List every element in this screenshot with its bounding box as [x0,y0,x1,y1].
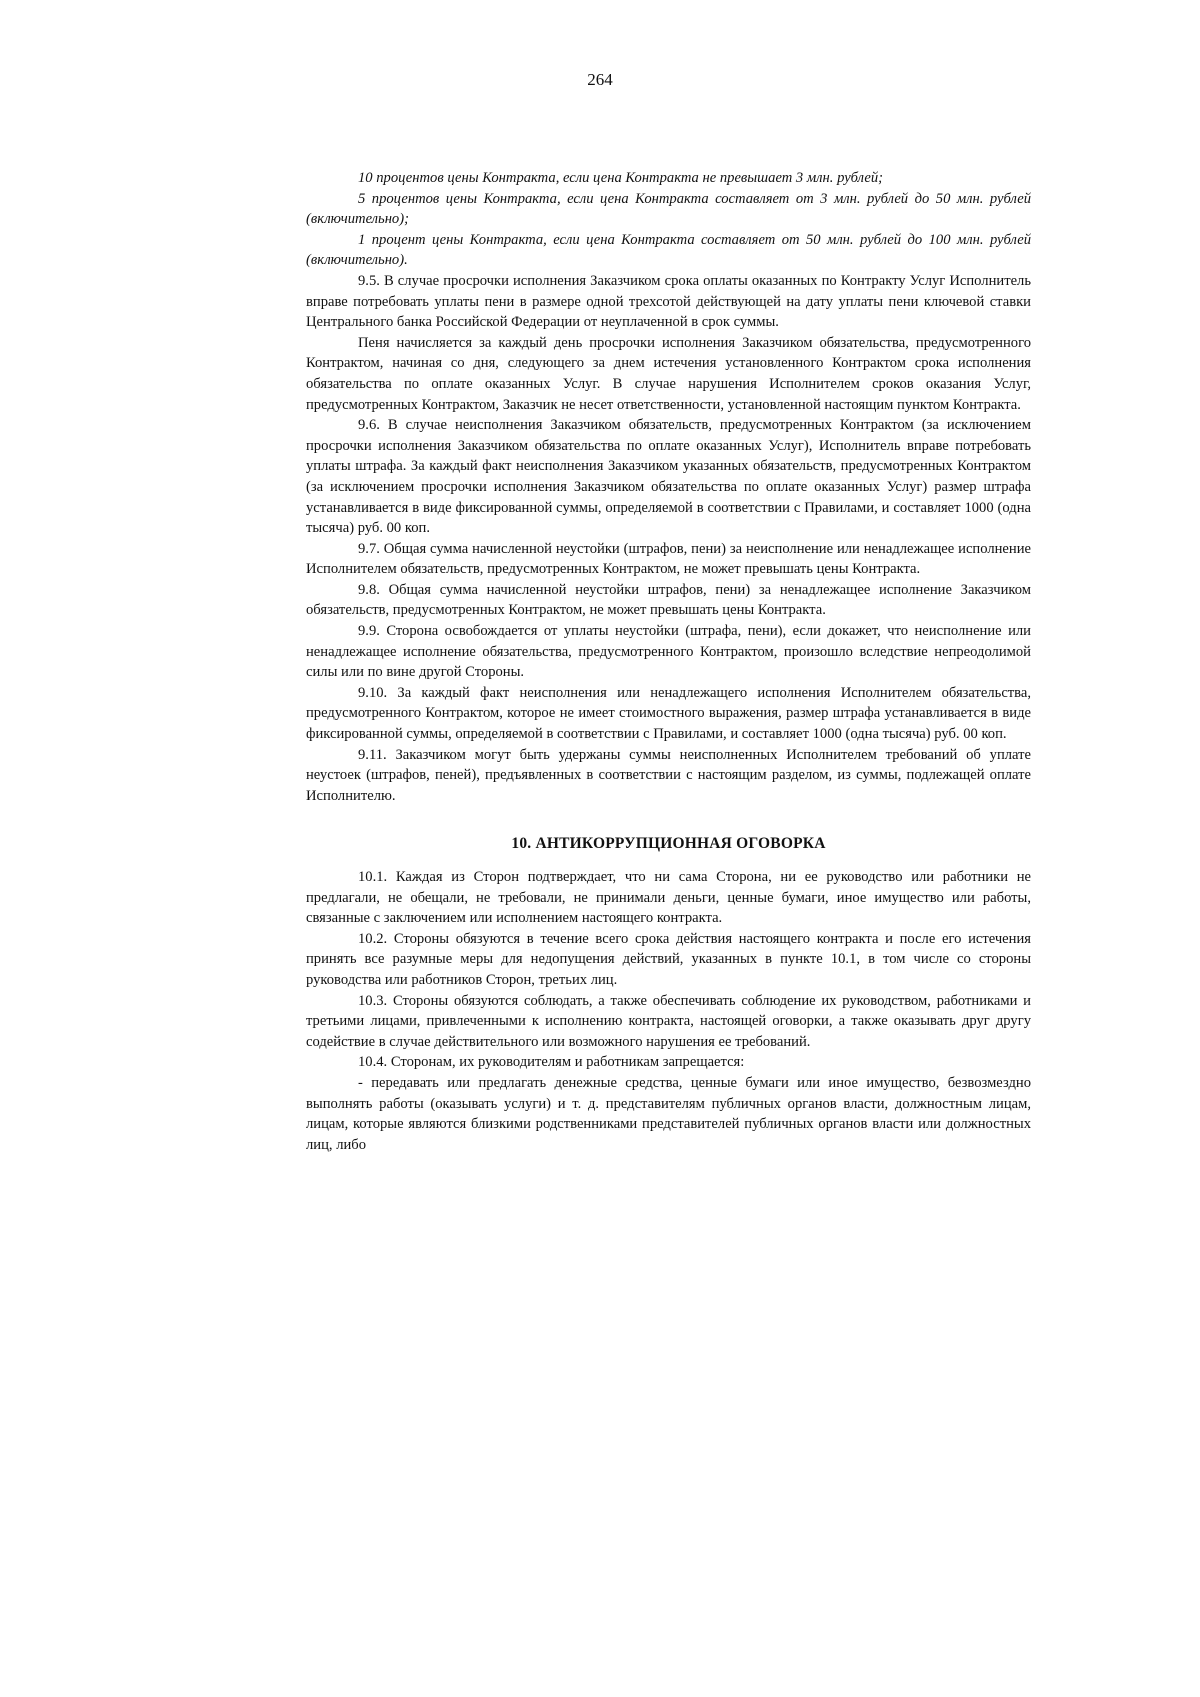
clause-10-4: 10.4. Сторонам, их руководителям и работникам запрещается: [358,1054,745,1071]
penalty-tier-5-percent: 5 процентов цены Контракта, если цена Контракта составляет от 3 млн. рублей до 50 млн. рублей (включительно); [306,190,1031,228]
clause-9-9: 9.9. Сторона освобождается от уплаты неустойки (штрафа, пени), если докажет, что неисполнение или ненадлежащее исполнение обязательства, предусмотренного Контрактом, произошло вследствие непреодолимой силы или по вине другой Стороны. [306,623,1031,681]
penalty-tier-10-percent: 10 процентов цены Контракта, если цена Контракта не превышает 3 млн. рублей; [358,170,884,186]
clause-9-10: 9.10. За каждый факт неисполнения или ненадлежащего исполнения Исполнителем обязательства, предусмотренного Контрактом, которое не имеет стоимостного выражения, размер штрафа устанавливается в виде фиксированной суммы, определяемой в соответствии с Правилами, и составляет 1000 (одна тысяча) руб. 00 коп. [306,684,1031,743]
penalty-tier-1-percent: 1 процент цены Контракта, если цена Контракта составляет от 50 млн. рублей до 100 млн. рублей (включительно). [306,231,1031,269]
clause-9-5-penalty-accrual: Пеня начисляется за каждый день просрочки исполнения Заказчиком обязательства, предусмотренного Контрактом, начиная со дня, следующего за днем истечения установленного Контрактом срока исполнения обязательства по оплате оказанных Услуг. В случае нарушения Исполнителем сроков оказания Услуг, предусмотренных Контрактом, Заказчик не несет ответственности, установленной настоящим пунктом Контракта. [306,334,1031,413]
clause-9-7: 9.7. Общая сумма начисленной неустойки (штрафов, пени) за неисполнение или ненадлежащее исполнение Исполнителем обязательств, предусмотренных Контрактом, не может превышать цены Контракта. [306,540,1031,578]
clause-10-2: 10.2. Стороны обязуются в течение всего срока действия настоящего контракта и после его истечения принять все разумные меры для недопущения действий, указанных в пункте 10.1, в том числе со стороны руководства или работников Сторон, третьих лиц. [306,930,1031,988]
clause-10-3: 10.3. Стороны обязуются соблюдать, а также обеспечивать соблюдение их руководством, работниками и третьими лицами, привлеченными к исполнению контракта, настоящей оговорки, а также оказывать друг другу содействие в случае действительного или возможного нарушения ее требований. [306,992,1031,1050]
clause-9-5: 9.5. В случае просрочки исполнения Заказчиком срока оплаты оказанных по Контракту Услуг Исполнитель вправе потребовать уплаты пени в размере одной трехсотой действующей на дату уплаты пени ключевой ставки Центрального банка Российской Федерации от неуплаченной в срок суммы. [306,272,1031,331]
clause-9-11: 9.11. Заказчиком могут быть удержаны суммы неисполненных Исполнителем требований об уплате неустоек (штрафов, пеней), предъявленных в соответствии с настоящим разделом, из суммы, подлежащей оплате Исполнителю. [306,746,1031,804]
clause-9-6: 9.6. В случае неисполнения Заказчиком обязательств, предусмотренных Контрактом (за исключением просрочки исполнения Заказчиком обязательства по оплате оказанных Услуг), Исполнитель вправе потребовать уплаты штрафа. За каждый факт неисполнения Заказчиком указанных обязательств, предусмотренных Контрактом (за исключением просрочки исполнения Заказчиком обязательства по оплате оказанных Услуг) размер штрафа устанавливается в виде фиксированной суммы, определяемой в соответствии с Правилами, и составляет 1000 (одна тысяча) руб. 00 коп. [306,417,1031,537]
clause-10-4-item-1: - передавать или предлагать денежные средства, ценные бумаги или иное имущество, безвозмездно выполнять работы (оказывать услуги) и т. д. представителям публичных органов власти, должностным лицам, лицам, которые являются близкими родственниками представителей публичных органов власти или должностных лиц, либо [306,1074,1031,1153]
section-heading-anticorruption: 10. АНТИКОРРУПЦИОННАЯ ОГОВОРКА [511,835,826,853]
clause-9-8: 9.8. Общая сумма начисленной неустойки штрафов, пени) за ненадлежащее исполнение Заказчиком обязательств, предусмотренных Контрактом, не может превышать цены Контракта. [306,581,1031,619]
document-body [306,168,1031,1155]
clause-10-1: 10.1. Каждая из Сторон подтверждает, что ни сама Сторона, ни ее руководство или работники не предлагали, не обещали, не требовали, не принимали деньги, ценные бумаги, иное имущество или работы, связанные с заключением или исполнением настоящего контракта. [306,869,1031,927]
page-number: 264 [587,70,613,89]
